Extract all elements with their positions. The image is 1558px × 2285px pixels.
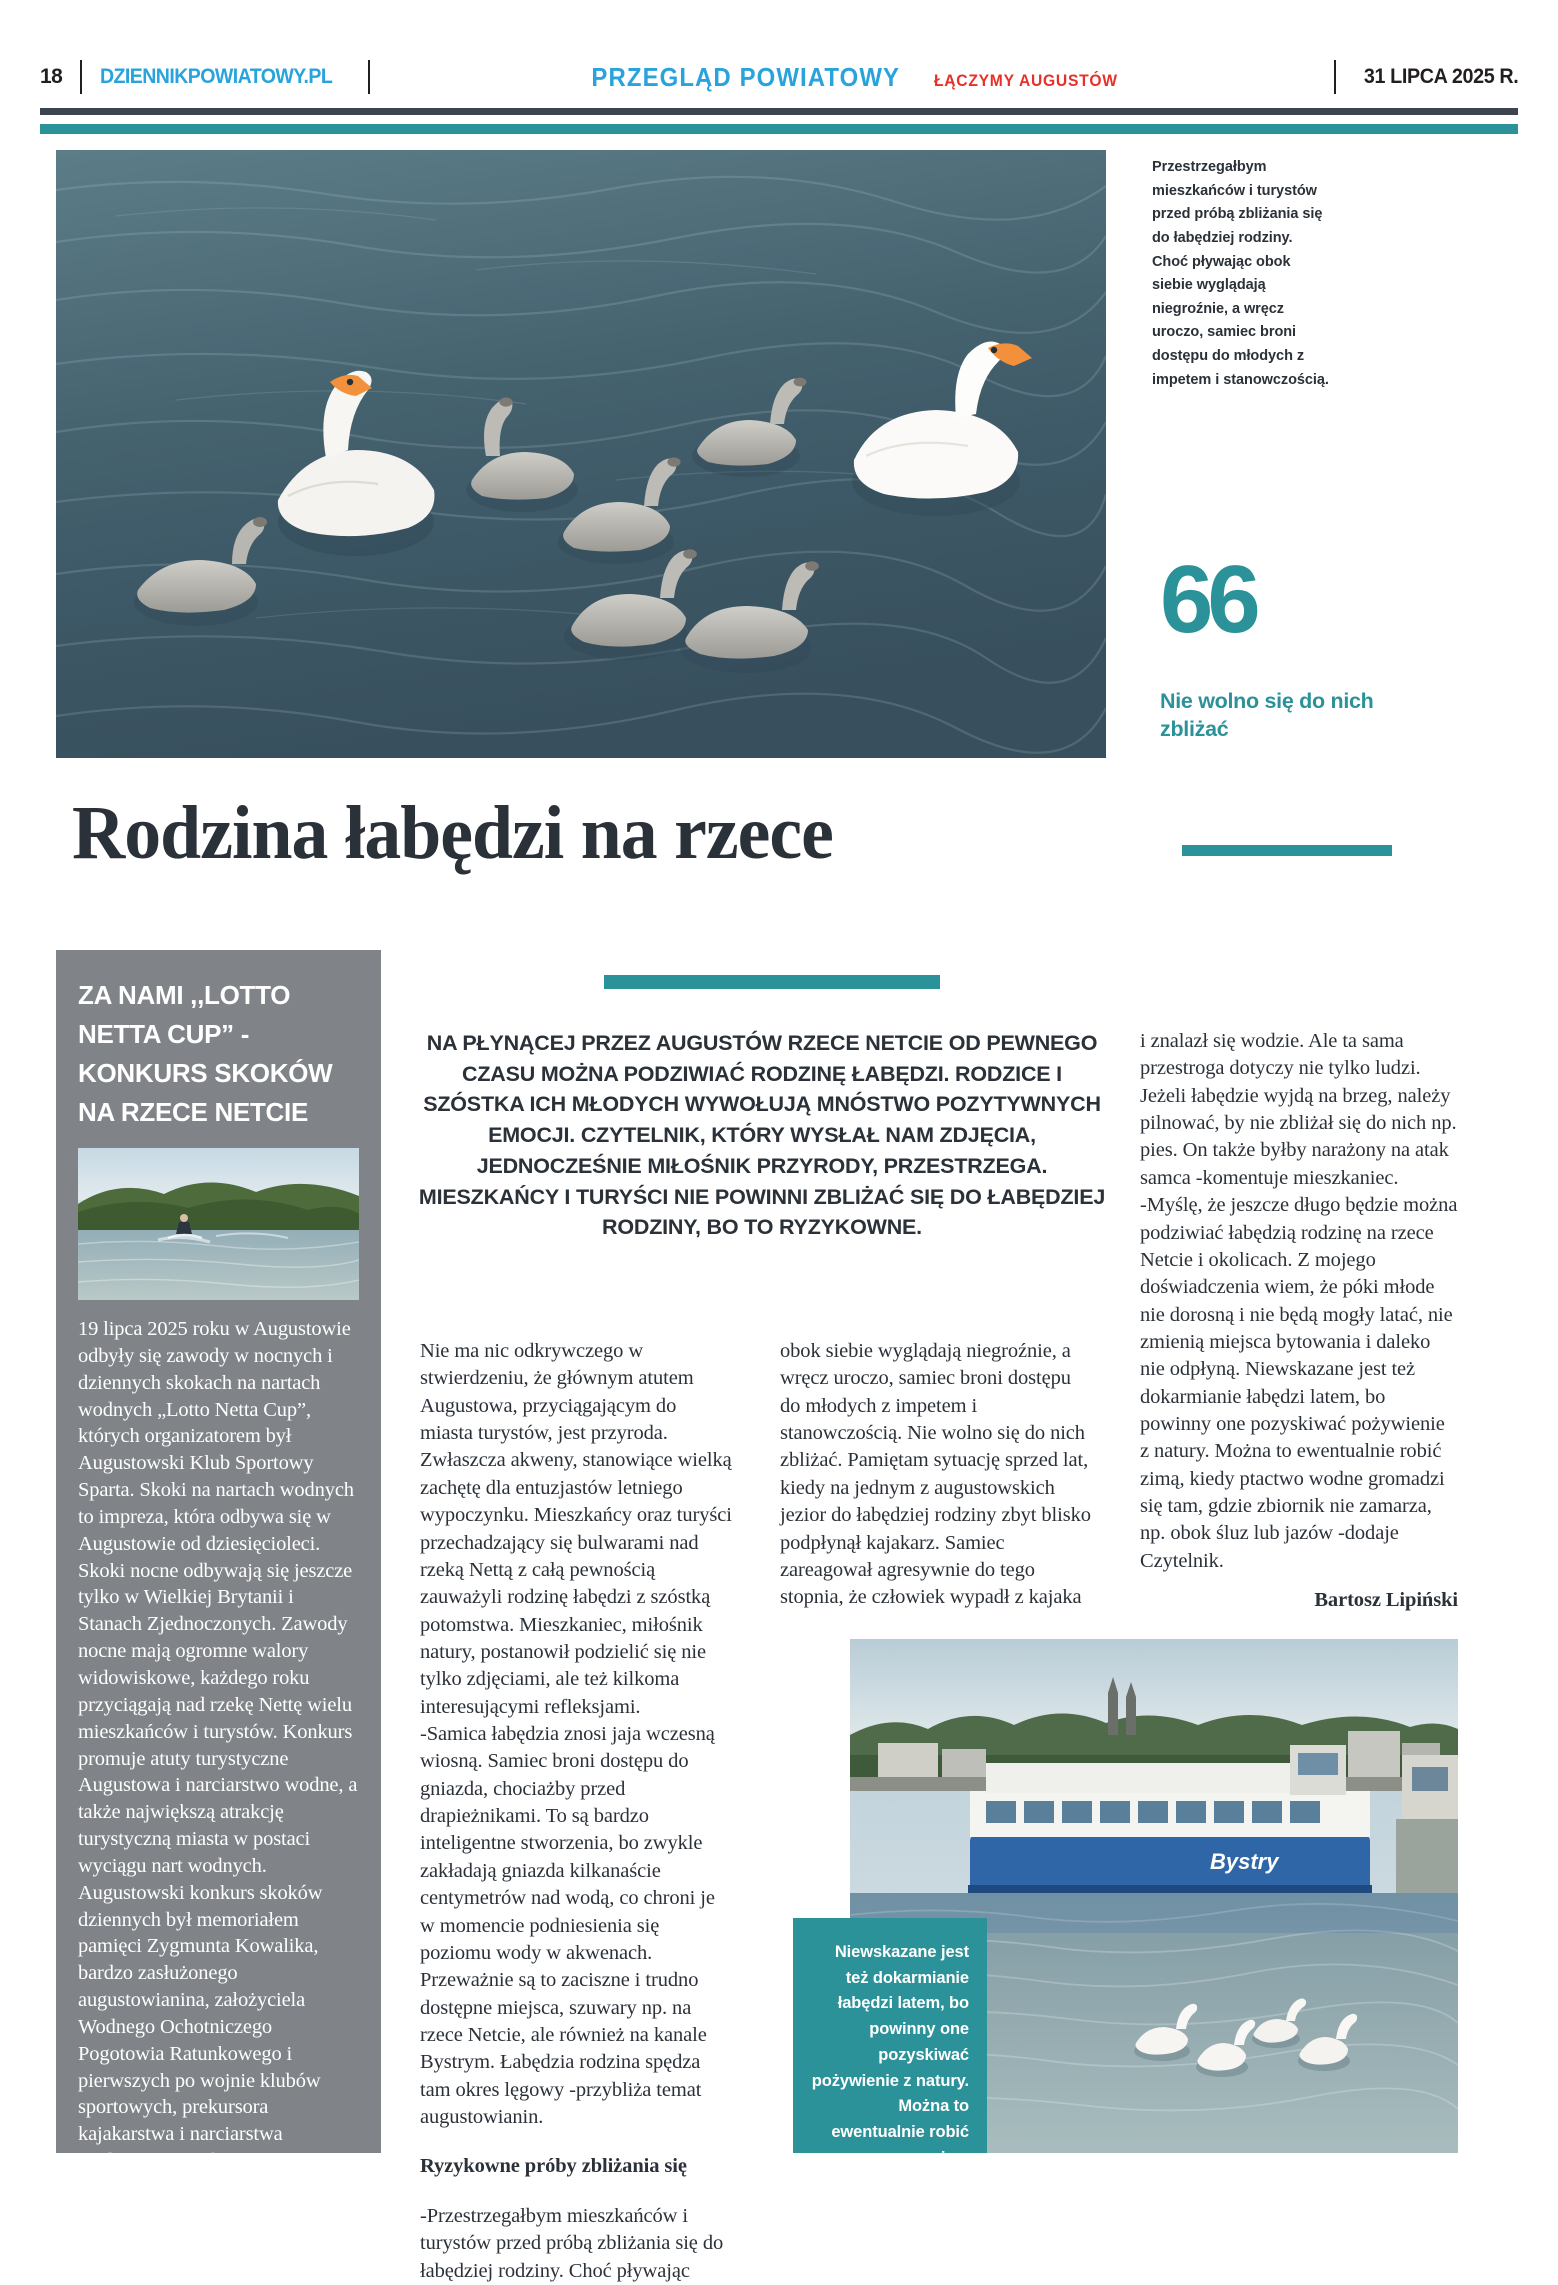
sidebar-photo-waterski bbox=[78, 1148, 359, 1300]
page-number: 18 bbox=[40, 65, 63, 88]
masthead-date: 31 LIPCA 2025 R. bbox=[1363, 65, 1518, 88]
paragraph: -Samica łabędzia znosi jaja wczesną wiosną. Samiec broni dostępu do gniazda, chociażby przed drapieżnikami. To są bardzo inteligentne stworzenia, bo zwykle zakładają gniazda kilkanaście centymetrów nad wodą, co chroni je w momencie podniesienia się poziomu wody w akwenach. Przeważnie są to zaciszne i trudno dostępne miejsca, szuwary np. na rzece Netcie, ale również na kanale Bystrym. Łabędzia rodzina spędza tam okres lęgowy -przybliża temat augustowianin. bbox=[420, 1723, 715, 2129]
svg-text:Bystry: Bystry bbox=[1210, 1849, 1279, 1874]
quote-mark-icon: 66 bbox=[1160, 546, 1255, 653]
masthead-brand-group bbox=[388, 62, 1316, 93]
paragraph: -Myślę, że jeszcze długo będzie można podziwiać łabędzią rodzinę na rzece Netcie i okolicach. Z mojego doświadczenia wiem, że póki młode nie dorosną i nie będą mogły latać, nie zmienią miejsca bytowania i daleko nie odpłyną. Niewskazane jest też dokarmianie łabędzi latem, bo powinny one pozyskiwać pożywienie z natury. Można to ewentualnie robić zimą, kiedy ptactwo wodne gromadzi się tam, gdzie zbiornik nie zamarza, np. obok śluz lub jazów -dodaje Czytelnik. bbox=[1140, 1194, 1458, 1572]
page-title: Rodzina łabędzi na rzece bbox=[72, 791, 833, 875]
masthead-rule-dark bbox=[40, 108, 1518, 115]
paragraph: Nie ma nic odkrywczego w stwierdzeniu, że głównym atutem Augustowa, przyciągającym do miasta turystów, jest przyroda. Zwłaszcza akweny, stanowiące wielką zachętę dla entuzjastów letniego wypoczynku. Mieszkańcy oraz turyści przechadzający się bulwarami nad rzeką Nettą z całą pewnością zauważyli rodzinę łabędzi z szóstką potomstwa. Mieszkaniec, miłośnik natury, postanowił podzielić się nie tylko zdjęciami, ale też kilkoma interesującymi refleksjami. bbox=[420, 1340, 732, 1718]
headline-accent-rule bbox=[1182, 845, 1392, 856]
paragraph: obok siebie wyglądają niegroźnie, a wręcz uroczo, samiec broni dostępu do młodych z impetem i stanowczością. Nie wolno się do nich zbliżać. Pamiętam sytuację sprzed lat, kiedy na jednym z augustowskich jezior do łabędziej rodziny zbyt blisko podpłynął kajakarz. Samiec zareagował agresywnie do tego stopnia, że człowiek wypadł z kajaka bbox=[780, 1340, 1091, 1609]
article-column-1 bbox=[420, 1338, 734, 2285]
article-subheading: Ryzykowne próby zbliżania się bbox=[420, 2155, 687, 2178]
masthead-divider-3 bbox=[1334, 60, 1336, 94]
masthead-website[interactable]: DZIENNIKPOWIATOWY.PL bbox=[100, 65, 333, 88]
right-bank-structure bbox=[1396, 1755, 1458, 1893]
sidebar-photo-illustration bbox=[78, 1148, 359, 1300]
hero-photo-swan-family bbox=[56, 150, 1106, 758]
hero-photo-illustration bbox=[56, 150, 1106, 758]
masthead-rule-teal bbox=[40, 124, 1518, 134]
paragraph: -Przestrzegałbym mieszkańców i turystów przed próbą zbliżania się do łabędziej rodziny. Choć pływając bbox=[420, 2204, 724, 2282]
pull-quote-text: Nie wolno się do nich zbliżać bbox=[1160, 689, 1374, 741]
paragraph: i znalazł się wodzie. Ale ta sama przestroga dotyczy nie tylko ludzi. Jeżeli łabędzie wyjdą na brzeg, należy pilnować, by nie zbliżał się do nich np. pies. On także byłby narażony na atak samca -komentuje mieszkaniec. bbox=[1140, 1030, 1457, 1189]
article-column-2 bbox=[780, 1338, 1094, 1612]
article-author: Bartosz Lipiński bbox=[1314, 1589, 1458, 1612]
masthead-tagline: ŁĄCZYMY AUGUSTÓW bbox=[933, 70, 1118, 90]
masthead bbox=[40, 52, 1518, 102]
masthead-divider-2 bbox=[368, 60, 370, 94]
bottom-photo-caption: Niewskazane jest też dokarmianie łabędzi latem, bo powinny one pozyskiwać pożywienie z natury. Można to ewentualnie robić zimą bbox=[793, 1918, 987, 2153]
lead-accent-rule bbox=[604, 975, 940, 989]
tour-boat bbox=[968, 1745, 1372, 1893]
sidebar-article-box bbox=[56, 950, 381, 2207]
sidebar-author: Bartosz Lipiński bbox=[217, 2185, 359, 2207]
masthead-divider-1 bbox=[80, 60, 82, 94]
masthead-brand: PRZEGLĄD POWIATOWY bbox=[591, 61, 901, 92]
sidebar-body-text: 19 lipca 2025 roku w Augustowie odbyły się zawody w nocnych i dziennych skokach na nartach wodnych „Lotto Netta Cup”, których organizatorem był Augustowski Klub Sportowy Sparta. Skoki na nartach wodnych to impreza, która odbywa się w Augustowie od dziesięcioleci. Skoki nocne odbywają się jeszcze tylko w Wielkiej Brytanii i Stanach Zjednoczonych. Zawody nocne mają ogromne walory widowiskowe, każdego roku przyciągają nad rzekę Nettę wielu mieszkańców i turystów. Konkurs promuje atuty turystyczne Augustowa i narciarstwo wodne, a także największą atrakcję turystyczną miasta w postaci wyciągu nart wodnych. Augustowski konkurs skoków dziennych był memoriałem pamięci Zygmunta Kowalika, bardzo zasłużonego augustowianina, założyciela Wodnego Ochotniczego Pogotowia Ratunkowego i pierwszych po wojnie klubów sportowych, prekursora kajakarstwa i narciarstwa wodnego w mieście. bbox=[78, 1318, 358, 2173]
article-column-3 bbox=[1140, 1028, 1458, 1615]
photo-caption-rail: Przestrzegałbym mieszkańców i turystów przed próbą zbliżania się do łabędziej rodziny. Choć pływając obok siebie wyglądają niegroźnie, a wręcz uroczo, samiec broni dostępu do młodych z impetem i stanowczością. bbox=[1152, 159, 1329, 388]
lead-paragraph: NA PŁYNĄCEJ PRZEZ AUGUSTÓW RZECE NETCIE OD PEWNEGO CZASU MOŻNA PODZIWIAĆ RODZINĘ ŁABĘDZI. RODZICE I SZÓSTKA ICH MŁODYCH WYWOŁUJĄ MNÓSTWO POZYTYWNYCH EMOCJI. CZYTELNIK, KTÓRY WYSŁAŁ NAM ZDJĘCIA, JEDNOCZEŚNIE MIŁOŚNIK PRZYRODY, PRZESTRZEGA. MIESZKAŃCY I TURYŚCI NIE POWINNI ZBLIŻAĆ SIĘ DO ŁABĘDZIEJ RODZINY, BO TO RYZYKOWNE. bbox=[418, 1031, 1106, 1240]
sidebar-title: ZA NAMI ,,LOTTO NETTA CUP” - KONKURS SKOKÓW NA RZECE NETCIE bbox=[78, 980, 333, 1127]
